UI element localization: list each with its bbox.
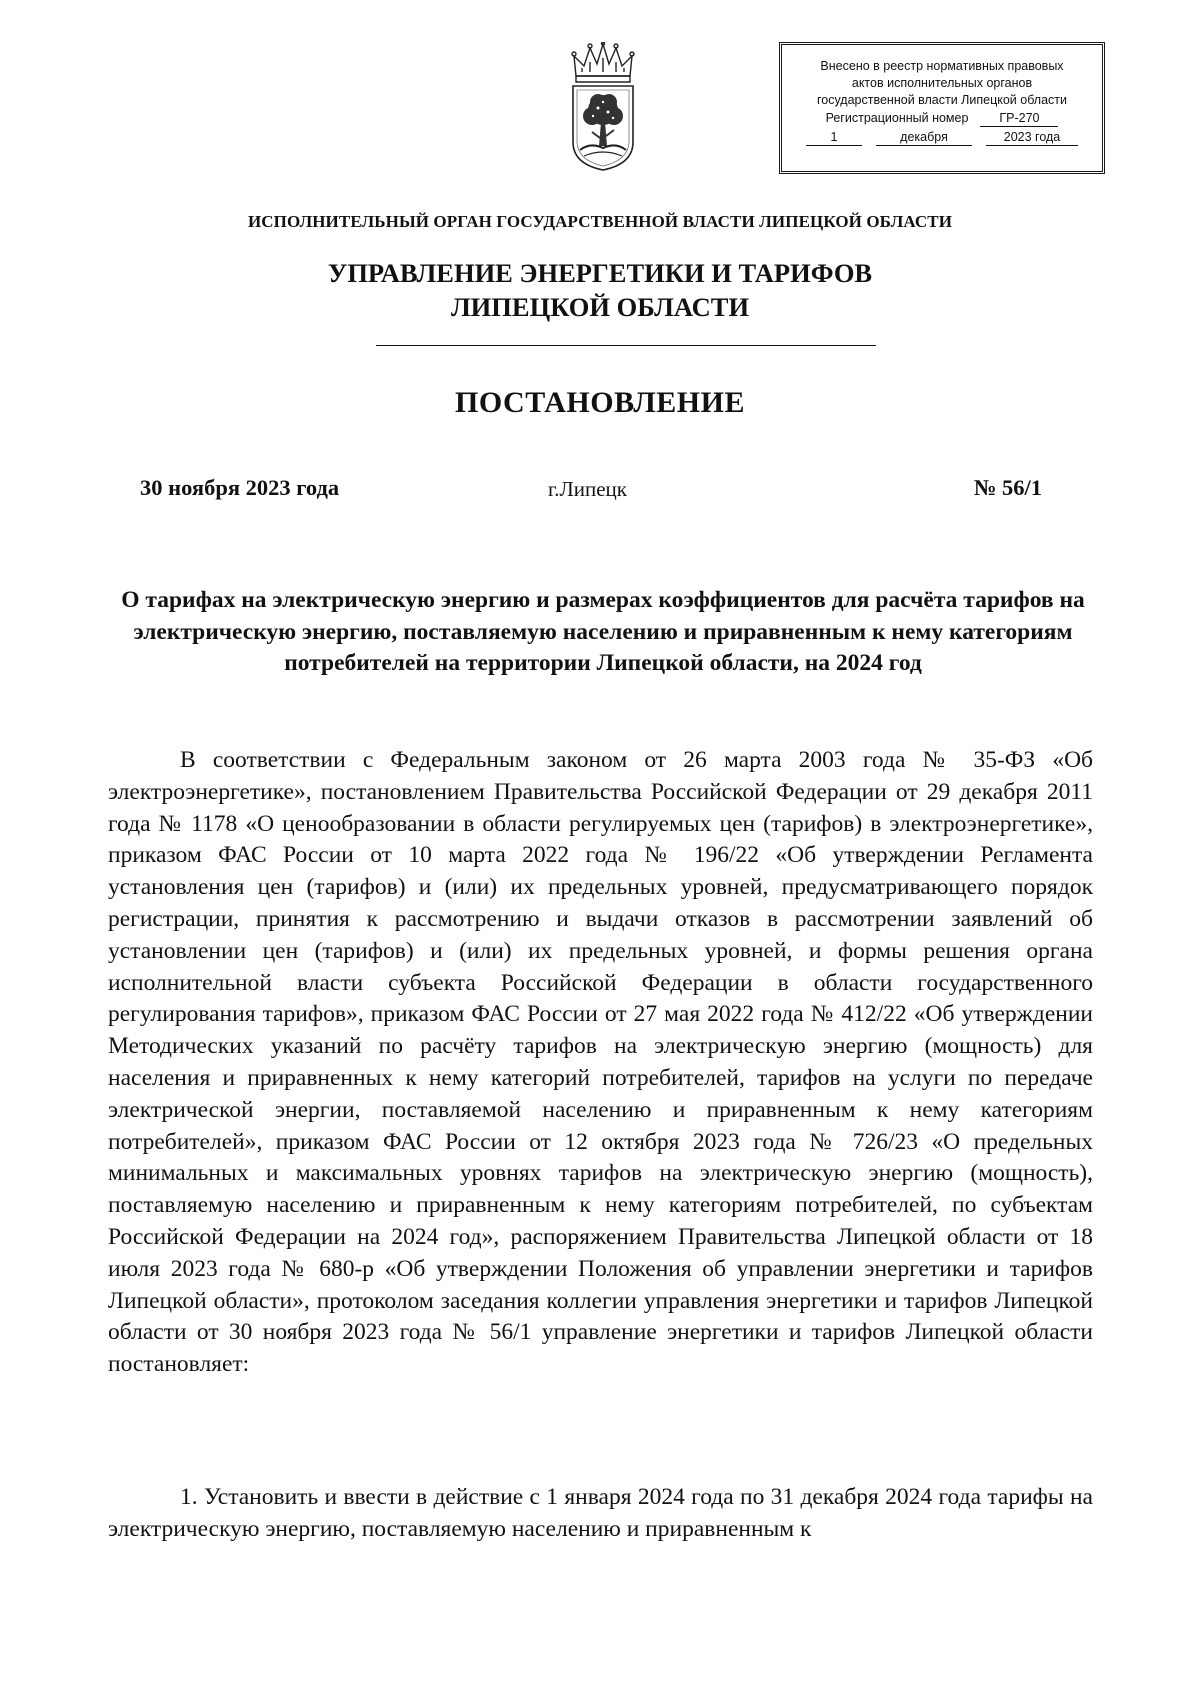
organization-name: ИСПОЛНИТЕЛЬНЫЙ ОРГАН ГОСУДАРСТВЕННОЙ ВЛАСТИ ЛИПЕЦКОЙ ОБЛАСТИ — [247, 212, 953, 231]
stamp-line-3: государственной власти Липецкой области — [816, 93, 1068, 107]
stamp-date-row — [782, 129, 1102, 146]
department-line-1: УПРАВЛЕНИЕ ЭНЕРГЕТИКИ И ТАРИФОВ — [327, 258, 873, 288]
header-divider — [376, 345, 876, 346]
document-title: О тарифах на электрическую энергию и размерах коэффициентов для расчёта тарифов на электрическую энергию, поставляемую населению и приравненным к нему категориям потребителей на территории Липецкой области, на 2024 год — [121, 587, 1085, 676]
department-name — [0, 256, 1200, 324]
stamp-reg-number: ГР-270 — [980, 110, 1058, 127]
stamp-line-1: Внесено в реестр нормативных правовых — [820, 59, 1064, 73]
department-line-2: ЛИПЕЦКОЙ ОБЛАСТИ — [450, 292, 750, 322]
body-paragraph-item-1: 1. Установить и ввести в действие с 1 января 2024 года по 31 декабря 2024 года тарифы на электрическую энергию, поставляемую населению и приравненным к — [108, 1484, 1093, 1542]
stamp-line-2: актов исполнительных органов — [851, 76, 1033, 90]
document-number: № 56/1 — [973, 475, 1042, 500]
stamp-year: 2023 года — [986, 129, 1078, 146]
registry-stamp — [779, 42, 1105, 174]
stamp-month: декабря — [876, 129, 972, 146]
stamp-day: 1 — [806, 129, 862, 146]
body-paragraph-preamble: В соответствии с Федеральным законом от 26 марта 2003 года № 35-ФЗ «Об электроэнергетике», постановлением Правительства Российской Федерации от 29 декабря 2011 года № 1178 «О ценообразовании в области регулируемых цен (тарифов) в электроэнергетике», приказом ФАС России от 10 марта 2022 года № 196/22 «Об утверждении Регламента установления цен (тарифов) и (или) их предельных уровней, предусматривающего порядок регистрации, принятия к рассмотрению и выдачи отказов в рассмотрении заявлений об установлении цен (тарифов) и (или) их предельных уровней, и формы решения органа исполнительной власти субъекта Российской Федерации в области государственного регулирования тарифов», приказом ФАС России от 27 мая 2022 года № 412/22 «Об утверждении Методических указаний по расчёту тарифов на электрическую энергию (мощность) для населения и приравненных к нему категорий потребителей, тарифов на услуги по передаче электрической энергии, поставляемой населению и приравненным к нему категориям потребителей», приказом ФАС России от 12 октября 2023 года № 726/23 «О предельных минимальных и максимальных уровнях тарифов на электрическую энергию (мощность), поставляемую населению и приравненным к нему категориям потребителей, по субъектам Российской Федерации на 2024 год», распоряжением Правительства Липецкой области от 18 июля 2023 года № 680-р «Об утверждении Положения об управлении энергетики и тарифов Липецкой области», протоколом заседания коллегии управления энергетики и тарифов Липецкой области от 30 ноября 2023 года № 56/1 управление энергетики и тарифов Липецкой области постановляет: — [108, 747, 1093, 1378]
coat-of-arms-emblem — [568, 42, 638, 177]
document-city: г.Липецк — [548, 477, 627, 501]
stamp-registration-row — [782, 110, 1102, 127]
document-date: 30 ноября 2023 года — [140, 475, 340, 500]
stamp-reg-label: Регистрационный номер — [825, 111, 969, 125]
document-type-heading: ПОСТАНОВЛЕНИЕ — [455, 386, 745, 419]
